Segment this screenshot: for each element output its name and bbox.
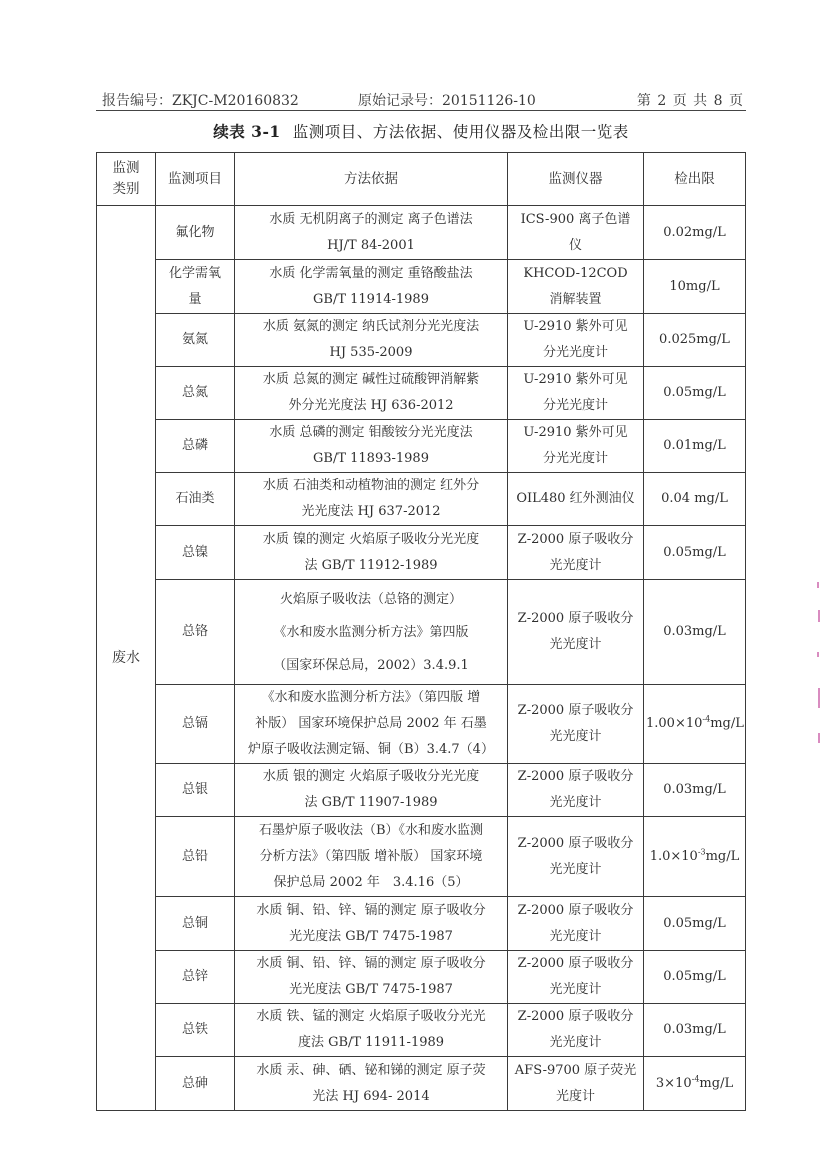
method-cell [235, 951, 508, 1004]
instrument-line: 消解装置 [549, 291, 602, 307]
scan-artifact [817, 582, 819, 588]
table-row [97, 897, 746, 951]
method-line: 法 GB/T 11912-1989 [304, 557, 438, 573]
instrument-line: Z-2000 原子吸收分 [517, 835, 634, 851]
col-header-limit: 检出限 [644, 153, 746, 206]
category-cell: 废水 [97, 206, 156, 1111]
instrument-cell [508, 473, 644, 526]
limit-base: 3×10 [655, 1075, 692, 1091]
page-header [96, 90, 746, 110]
scan-artifact [817, 652, 819, 657]
instrument-line: 光光度计 [549, 982, 602, 997]
method-line: 炉原子吸收法测定镉、铜（B）3.4.7（4） [248, 742, 494, 757]
method-cell [235, 817, 508, 897]
instrument-cell [508, 1057, 644, 1111]
method-line: 火焰原子吸收法（总铬的测定） [279, 591, 462, 607]
table-number: 续表 3-1 [213, 122, 281, 141]
method-line: 光光度法 GB/T 7475-1987 [289, 928, 453, 944]
method-line: 水质 无机阴离子的测定 离子色谱法 [269, 211, 473, 227]
instrument-line: U-2910 紫外可见 [523, 319, 628, 334]
method-line: HJ/T 84-2001 [327, 237, 415, 253]
record-number-value: 20151126-10 [442, 93, 536, 109]
limit-unit: mg/L [699, 1075, 734, 1091]
instrument-line: Z-2000 原子吸收分 [517, 703, 634, 718]
detection-limit-cell: 0.05mg/L [644, 897, 746, 951]
instrument-line: 光光度计 [549, 1035, 602, 1050]
detection-limit-cell: 10mg/L [644, 260, 746, 314]
item-cell: 总铅 [156, 817, 235, 897]
record-number [358, 90, 536, 110]
instrument-cell [508, 817, 644, 897]
table-row [97, 260, 746, 314]
instrument-line: Z-2000 原子吸收分 [517, 769, 634, 784]
instrument-line: 分光光度计 [542, 451, 608, 466]
instrument-line: 光光度计 [549, 637, 602, 652]
instrument-line: ICS-900 离子色谱 [520, 211, 631, 227]
instrument-cell [508, 526, 644, 580]
report-number-label: 报告编号： [102, 93, 172, 109]
item-cell: 总铁 [156, 1004, 235, 1057]
limit-unit: mg/L [705, 848, 740, 864]
instrument-line: Z-2000 原子吸收分 [517, 902, 634, 918]
scan-artifact [818, 688, 820, 708]
limit-base: 1.00×10 [646, 716, 703, 731]
instrument-cell [508, 260, 644, 314]
item-cell: 总锌 [156, 951, 235, 1004]
method-cell [235, 473, 508, 526]
instrument-line: 分光光度计 [542, 345, 608, 360]
method-line: 水质 银的测定 火焰原子吸收分光光度 [262, 769, 480, 784]
table-row [97, 764, 746, 817]
table-row [97, 473, 746, 526]
method-line: 分析方法》（第四版 增补版） 国家环境 [259, 848, 483, 864]
instrument-line: 光光度计 [549, 928, 602, 944]
method-cell [235, 526, 508, 580]
method-line: 水质 化学需氧量的测定 重铬酸盐法 [269, 265, 473, 281]
table-title-text: 监测项目、方法依据、使用仪器及检出限一览表 [292, 123, 629, 141]
method-cell [235, 1057, 508, 1111]
method-line: 水质 石油类和动植物油的测定 红外分 [262, 478, 480, 493]
table-row [97, 206, 746, 260]
report-number [102, 90, 299, 110]
method-line: 石墨炉原子吸收法（B）《水和废水监测 [258, 822, 484, 838]
table-row [97, 314, 746, 367]
instrument-line: 分光光度计 [542, 398, 608, 413]
method-cell [235, 420, 508, 473]
table-row [97, 526, 746, 580]
detection-limit-cell: 0.03mg/L [644, 764, 746, 817]
instrument-cell [508, 897, 644, 951]
method-line: GB/T 11893-1989 [313, 451, 429, 466]
item-cell: 总镉 [156, 685, 235, 764]
instrument-line: 光光度计 [549, 557, 602, 573]
header-divider [96, 110, 746, 111]
method-line: 光光度法 HJ 637-2012 [301, 504, 441, 519]
method-cell [235, 260, 508, 314]
limit-exponent: -4 [691, 1074, 700, 1084]
method-line: 外分光光度法 HJ 636-2012 [288, 398, 454, 413]
method-line: 水质 总氮的测定 碱性过硫酸钾消解紫 [262, 372, 480, 387]
detection-limit-cell: 0.03mg/L [644, 1004, 746, 1057]
table-row [97, 817, 746, 897]
instrument-line: 光光度计 [549, 729, 602, 744]
method-line: 保护总局 2002 年 3.4.16（5） [273, 874, 469, 890]
scan-artifact [818, 733, 820, 743]
instrument-cell [508, 314, 644, 367]
method-cell [235, 764, 508, 817]
method-cell [235, 367, 508, 420]
item-cell: 总磷 [156, 420, 235, 473]
method-line: GB/T 11914-1989 [313, 291, 429, 307]
method-cell [235, 897, 508, 951]
instrument-line: 光光度计 [549, 861, 602, 877]
col-header-method: 方法依据 [235, 153, 508, 206]
table-row [97, 951, 746, 1004]
detection-limit-cell: 0.02mg/L [644, 206, 746, 260]
detection-limit-cell: 0.05mg/L [644, 526, 746, 580]
table-row [97, 367, 746, 420]
table-row [97, 580, 746, 685]
method-cell [235, 685, 508, 764]
table-header-row [97, 153, 746, 206]
item-cell: 总银 [156, 764, 235, 817]
detection-limit-cell: 0.04 mg/L [644, 473, 746, 526]
detection-limit-cell: 0.03mg/L [644, 580, 746, 685]
limit-base: 1.0×10 [649, 848, 698, 864]
item-cell: 氟化物 [156, 206, 235, 260]
instrument-cell [508, 420, 644, 473]
method-line: 水质 汞、砷、硒、铋和锑的测定 原子荧 [256, 1062, 486, 1078]
method-line: 度法 GB/T 11911-1989 [297, 1035, 445, 1050]
table-row [97, 1004, 746, 1057]
method-cell [235, 580, 508, 685]
method-line: 《水和废水监测分析方法》（第四版 增 [261, 690, 481, 705]
instrument-line: U-2910 紫外可见 [523, 425, 628, 440]
item-cell: 总氮 [156, 367, 235, 420]
col-header-item: 监测项目 [156, 153, 235, 206]
item-cell: 总砷 [156, 1057, 235, 1111]
method-line: 光光度法 GB/T 7475-1987 [289, 982, 453, 997]
method-line: 水质 总磷的测定 钼酸铵分光光度法 [269, 425, 473, 440]
instrument-line: 仪 [568, 237, 582, 253]
monitoring-table [96, 152, 746, 1111]
page-info: 第 2 页 共 8 页 [636, 93, 744, 109]
method-line: （国家环保总局，2002）3.4.9.1 [273, 657, 469, 673]
instrument-line: Z-2000 原子吸收分 [517, 531, 634, 547]
detection-limit-cell [644, 1057, 746, 1111]
method-line: 水质 铁、锰的测定 火焰原子吸收分光光 [256, 1009, 486, 1024]
method-cell [235, 1004, 508, 1057]
instrument-cell [508, 206, 644, 260]
item-cell: 总铬 [156, 580, 235, 685]
col-header-category: 监测 类别 [97, 153, 156, 206]
method-line: 《水和废水监测分析方法》第四版 [273, 624, 469, 640]
table-title [96, 120, 746, 142]
detection-limit-cell [644, 817, 746, 897]
table-row [97, 1057, 746, 1111]
instrument-cell [508, 685, 644, 764]
instrument-line: AFS-9700 原子荧光 [514, 1062, 637, 1078]
method-line: 补版） 国家环境保护总局 2002 年 石墨 [255, 716, 487, 731]
instrument-cell [508, 951, 644, 1004]
instrument-cell [508, 1004, 644, 1057]
method-line: 法 GB/T 11907-1989 [304, 795, 438, 810]
instrument-line: U-2910 紫外可见 [523, 372, 628, 387]
method-line: 水质 铜、铅、锌、镉的测定 原子吸收分 [256, 902, 486, 918]
method-line: 水质 镍的测定 火焰原子吸收分光光度 [262, 531, 480, 547]
col-header-instrument: 监测仪器 [508, 153, 644, 206]
scan-artifact [818, 610, 820, 622]
detection-limit-cell [644, 685, 746, 764]
table-row [97, 685, 746, 764]
report-number-value: ZKJC-M20160832 [172, 93, 299, 109]
instrument-cell [508, 580, 644, 685]
instrument-line: OIL480 红外测油仪 [516, 491, 635, 506]
item-cell: 总镍 [156, 526, 235, 580]
limit-exponent: -3 [697, 847, 706, 857]
method-line: HJ 535-2009 [329, 345, 413, 360]
detection-limit-cell: 0.01mg/L [644, 420, 746, 473]
item-cell: 氨氮 [156, 314, 235, 367]
item-cell: 化学需氧 量 [156, 260, 235, 314]
detection-limit-cell: 0.05mg/L [644, 367, 746, 420]
method-line: 水质 铜、铅、锌、镉的测定 原子吸收分 [256, 956, 486, 971]
limit-unit: mg/L [710, 716, 744, 731]
instrument-line: KHCOD-12COD [523, 265, 628, 281]
instrument-cell [508, 367, 644, 420]
record-number-label: 原始记录号： [358, 93, 442, 109]
limit-exponent: -4 [702, 714, 711, 724]
method-cell [235, 314, 508, 367]
instrument-line: Z-2000 原子吸收分 [517, 611, 634, 626]
detection-limit-cell: 0.025mg/L [644, 314, 746, 367]
instrument-line: Z-2000 原子吸收分 [517, 956, 634, 971]
method-cell [235, 206, 508, 260]
table-row [97, 420, 746, 473]
item-cell: 总铜 [156, 897, 235, 951]
method-line: 水质 氨氮的测定 纳氏试剂分光光度法 [262, 319, 480, 334]
instrument-line: Z-2000 原子吸收分 [517, 1009, 634, 1024]
method-line: 光法 HJ 694- 2014 [312, 1088, 430, 1104]
detection-limit-cell: 0.05mg/L [644, 951, 746, 1004]
instrument-line: 光光度计 [549, 795, 602, 810]
instrument-cell [508, 764, 644, 817]
item-cell: 石油类 [156, 473, 235, 526]
instrument-line: 光度计 [555, 1088, 595, 1104]
